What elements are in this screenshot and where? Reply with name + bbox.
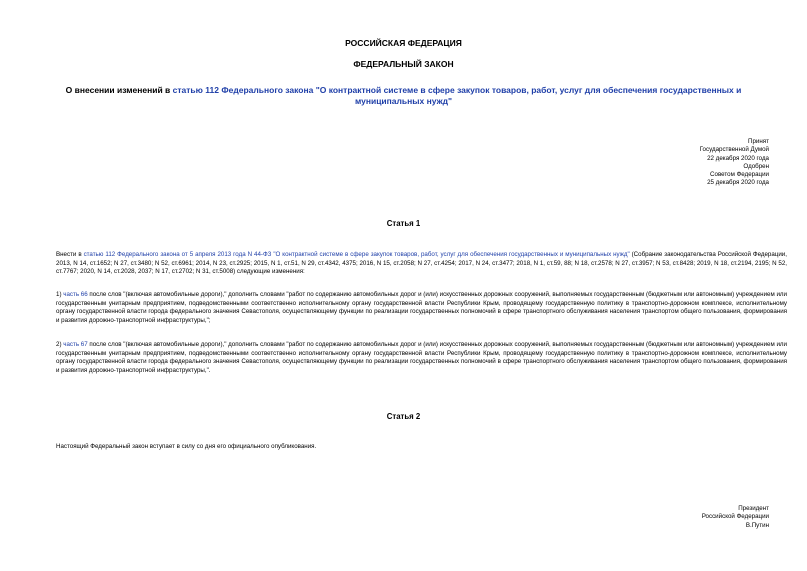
accepted-by: Государственной Думой [699,146,769,154]
accepted-date: 22 декабря 2020 года [707,154,769,162]
part-67-link[interactable]: часть 67 [63,341,88,348]
signature-country: Российской Федерации [701,513,769,521]
part-66-link[interactable]: часть 66 [63,291,88,298]
law-title [50,85,757,107]
signature-name: В.Путин [745,521,769,529]
country-heading: РОССИЙСКАЯ ФЕДЕРАЦИЯ [345,38,462,48]
doc-type-heading: ФЕДЕРАЛЬНЫЙ ЗАКОН [353,59,454,69]
acceptance-block [700,138,769,188]
item-2-number: 2) [56,341,64,348]
title-prefix: О внесении изменений в [65,85,173,95]
intro-prefix: Внести в [56,251,84,258]
title-article-link[interactable]: статью 112 Федерального закона "О контрактной системе в сфере закупок товаров, работ, услуг для обеспечения государственных и муниципальных нужд" [172,85,742,106]
item-2-text: после слов "(включая автомобильные дороги)," дополнить словами "работ по содержанию автомобильных дорог и (или) искусственных дорожных сооружений, выполняемых государственным (бюджетным или автономным) учреждением или государственным унитарным предприятием, подведомственными соответственно исполнительному органу государственной власти Республики Крым, проводящему государственную политику в транспортно-дорожном комплексе, исполнительному органу государственной власти города федерального значения Севастополя, осуществляющему функции по реализации государственных полномочий в сфере транспортного обслуживания населения транспортом общего пользования, формирования и развития дорожно-транспортной инфраструктуры,". [56,341,787,374]
amendment-item-2 [38,341,787,375]
article-1-heading: Статья 1 [386,219,421,228]
article-2-text: Настоящий Федеральный закон вступает в силу со дня его официального опубликования. [56,443,317,450]
article-2-heading: Статья 2 [386,412,421,421]
item-1-text: после слов "(включая автомобильные дороги)," дополнить словами "работ по содержанию автомобильных дорог и (или) искусственных дорожных сооружений, выполняемых государственным (бюджетным или автономным) учреждением или государственным унитарным предприятием, подведомственными соответственно исполнительному органу государственной власти Республики Крым, проводящему государственную политику в транспортно-дорожном комплексе, исполнительному органу государственной власти города федерального значения Севастополя, осуществляющему функции по реализации государственных полномочий в сфере транспортного обслуживания населения транспортом общего пользования, формирования и развития дорожно-транспортной инфраструктуры,"; [56,291,787,324]
approved-date: 25 декабря 2020 года [707,179,769,187]
intro-suffix: (Собрание законодательства Российской Федерации, 2013, N 14, ст.1652; N 27, ст.3480; N 52, ст.6961; 2014, N 23, ст.2925; 2015, N 1, ст.51, N 29, ст.4342, 4375; 2016, N 15, ст.2058; N 27, ст.4254; 2017, N 24, ст.3477; 2018, N 1, ст.59, 88; N 18, ст.2578; N 27, ст.3957; N 53, ст.8428; 2019, N 18, ст.2194, 2195; N 52, ст.7767; 2020, N 14, ст.2028, 2037; N 17, ст.2702; N 31, ст.5008) следующие изменения: [56,251,787,276]
signature-title: Президент [738,505,769,512]
approved-by: Советом Федерации [710,171,769,179]
item-1-number: 1) [56,291,64,298]
article-1-intro [38,251,787,277]
intro-law-link[interactable]: статью 112 Федерального закона от 5 апреля 2013 года N 44-ФЗ "О контрактной системе в сфере закупок товаров, работ, услуг для обеспечения государственных и муниципальных нужд" [83,251,630,258]
approved-label: Одобрен [743,162,769,170]
amendment-item-1 [38,291,787,325]
signature-block [702,505,769,530]
accepted-label: Принят [748,138,769,145]
